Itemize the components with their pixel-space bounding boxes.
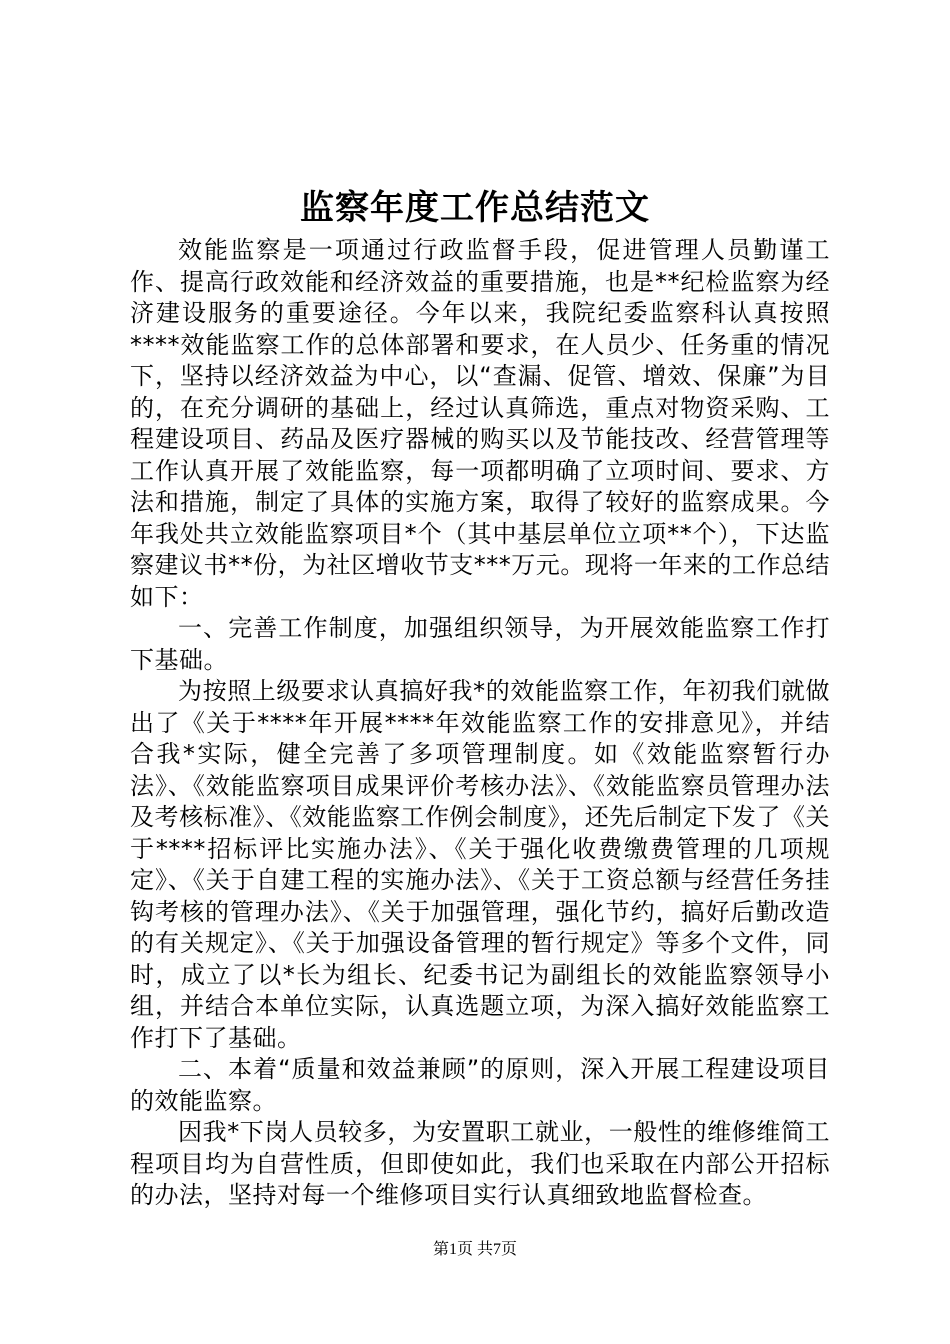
- page-footer: 第1页 共7页: [432, 1241, 517, 1258]
- paragraph-section-1: 为按照上级要求认真搞好我*的效能监察工作，年初我们就做出了《关于****年开展****年效能监察工作的安排意见》，并结合我*实际，健全完善了多项管理制度。如《效能监察暂行办法》、《效能监察项目成果评价考核办法》、《效能监察员管理办法及考核标准》、《效能监察工作例会制度》，还先后制定下发了《关于****招标评比实施办法》、《关于强化收费缴费管理的几项规定》、《关于自建工程的实施办法》、《关于工资总额与经营任务挂钩考核的管理办法》、《关于加强管理，强化节约，搞好后勤改造的有关规定》、《关于加强设备管理的暂行规定》等多个文件，同时，成立了以*长为组长、纪委书记为副组长的效能监察领导小组，并结合本单位实际，认真选题立项，为深入搞好效能监察工作打下了基础。: [130, 677, 830, 1052]
- paragraph-section-2: 因我*下岗人员较多，为安置职工就业，一般性的维修维简工程项目均为自营性质，但即使如此，我们也采取在内部公开招标的办法，坚持对每一个维修项目实行认真细致地监督检查。: [130, 1118, 830, 1209]
- section-heading-2: 二、本着“质量和效益兼顾”的原则，深入开展工程建设项目的效能监察。: [130, 1055, 830, 1115]
- section-heading-1: 一、完善工作制度，加强组织领导，为开展效能监察工作打下基础。: [130, 614, 830, 674]
- paragraph-intro: 效能监察是一项通过行政监督手段，促进管理人员勤谨工作、提高行政效能和经济效益的重要措施，也是**纪检监察为经济建设服务的重要途径。今年以来，我院纪委监察科认真按照****效能监察工作的总体部署和要求，在人员少、任务重的情况下，坚持以经济效益为中心，以“查漏、促管、增效、保廉”为目的，在充分调研的基础上，经过认真筛选，重点对物资采购、工程建设项目、药品及医疗器械的购买以及节能技改、经营管理等工作认真开展了效能监察，每一项都明确了立项时间、要求、方法和措施，制定了具体的实施方案，取得了较好的监察成果。今年我处共立效能监察项目*个（其中基层单位立项**个），下达监察建议书**份，为社区增收节支***万元。现将一年来的工作总结如下：: [130, 236, 830, 611]
- document-title: 监察年度工作总结范文: [300, 188, 650, 228]
- document-body: [130, 235, 830, 1212]
